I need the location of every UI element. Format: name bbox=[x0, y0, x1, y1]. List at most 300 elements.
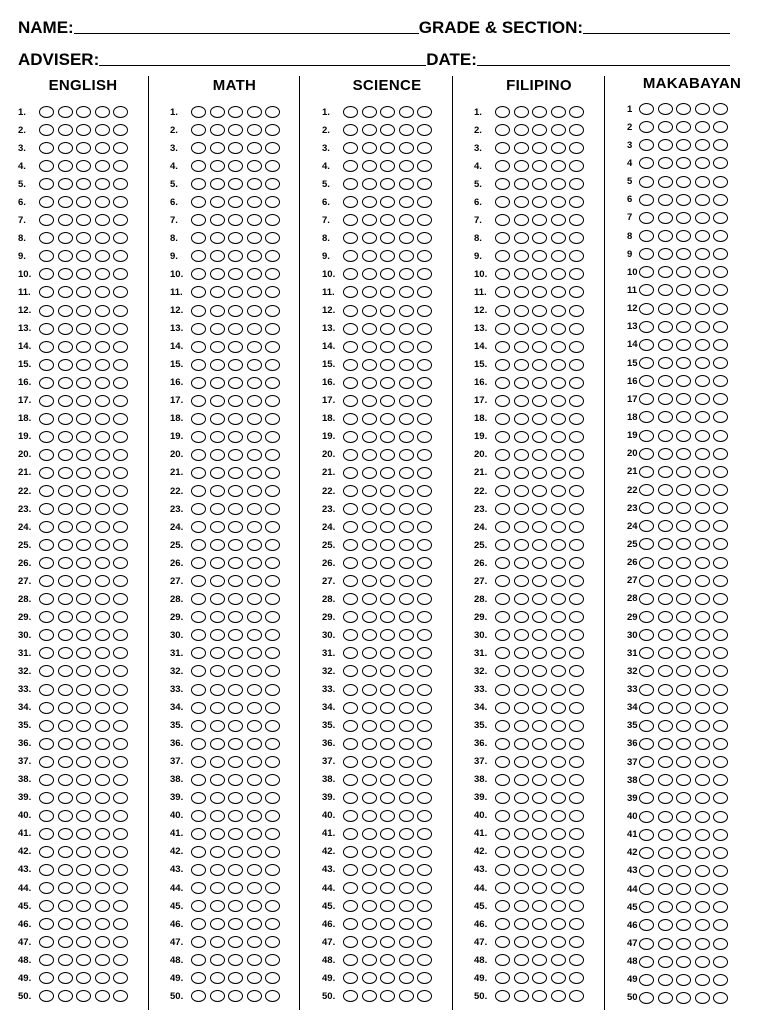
answer-bubble[interactable] bbox=[247, 738, 262, 750]
answer-bubble[interactable] bbox=[532, 214, 547, 226]
answer-bubble[interactable] bbox=[191, 828, 206, 840]
answer-bubble[interactable] bbox=[228, 846, 243, 858]
answer-bubble[interactable] bbox=[362, 467, 377, 479]
answer-bubble[interactable] bbox=[362, 232, 377, 244]
answer-bubble[interactable] bbox=[551, 810, 566, 822]
answer-bubble[interactable] bbox=[532, 106, 547, 118]
answer-bubble[interactable] bbox=[417, 684, 432, 696]
answer-bubble[interactable] bbox=[676, 484, 691, 496]
answer-bubble[interactable] bbox=[532, 846, 547, 858]
answer-bubble[interactable] bbox=[495, 611, 510, 623]
answer-bubble[interactable] bbox=[58, 305, 73, 317]
answer-bubble[interactable] bbox=[417, 124, 432, 136]
answer-bubble[interactable] bbox=[247, 629, 262, 641]
answer-bubble[interactable] bbox=[343, 810, 358, 822]
answer-bubble[interactable] bbox=[551, 142, 566, 154]
answer-bubble[interactable] bbox=[676, 974, 691, 986]
answer-bubble[interactable] bbox=[417, 323, 432, 335]
answer-bubble[interactable] bbox=[247, 828, 262, 840]
answer-bubble[interactable] bbox=[676, 121, 691, 133]
answer-bubble[interactable] bbox=[113, 214, 128, 226]
answer-bubble[interactable] bbox=[58, 341, 73, 353]
answer-bubble[interactable] bbox=[76, 774, 91, 786]
answer-bubble[interactable] bbox=[113, 882, 128, 894]
answer-bubble[interactable] bbox=[532, 684, 547, 696]
answer-bubble[interactable] bbox=[76, 954, 91, 966]
answer-bubble[interactable] bbox=[399, 593, 414, 605]
answer-bubble[interactable] bbox=[713, 629, 728, 641]
answer-bubble[interactable] bbox=[39, 990, 54, 1002]
answer-bubble[interactable] bbox=[343, 431, 358, 443]
answer-bubble[interactable] bbox=[265, 124, 280, 136]
answer-bubble[interactable] bbox=[380, 503, 395, 515]
answer-bubble[interactable] bbox=[247, 178, 262, 190]
answer-bubble[interactable] bbox=[676, 230, 691, 242]
answer-bubble[interactable] bbox=[362, 557, 377, 569]
answer-bubble[interactable] bbox=[113, 936, 128, 948]
answer-bubble[interactable] bbox=[713, 811, 728, 823]
answer-bubble[interactable] bbox=[95, 593, 110, 605]
answer-bubble[interactable] bbox=[265, 647, 280, 659]
answer-bubble[interactable] bbox=[210, 106, 225, 118]
answer-bubble[interactable] bbox=[39, 503, 54, 515]
answer-bubble[interactable] bbox=[532, 918, 547, 930]
answer-bubble[interactable] bbox=[569, 485, 584, 497]
answer-bubble[interactable] bbox=[247, 106, 262, 118]
answer-bubble[interactable] bbox=[713, 502, 728, 514]
answer-bubble[interactable] bbox=[228, 503, 243, 515]
answer-bubble[interactable] bbox=[247, 395, 262, 407]
answer-bubble[interactable] bbox=[417, 738, 432, 750]
answer-bubble[interactable] bbox=[532, 467, 547, 479]
answer-bubble[interactable] bbox=[380, 305, 395, 317]
answer-bubble[interactable] bbox=[399, 575, 414, 587]
answer-bubble[interactable] bbox=[695, 538, 710, 550]
answer-bubble[interactable] bbox=[569, 413, 584, 425]
answer-bubble[interactable] bbox=[228, 395, 243, 407]
answer-bubble[interactable] bbox=[210, 918, 225, 930]
answer-bubble[interactable] bbox=[343, 738, 358, 750]
answer-bubble[interactable] bbox=[95, 792, 110, 804]
answer-bubble[interactable] bbox=[639, 303, 654, 315]
answer-bubble[interactable] bbox=[532, 557, 547, 569]
answer-bubble[interactable] bbox=[569, 124, 584, 136]
answer-bubble[interactable] bbox=[639, 194, 654, 206]
answer-bubble[interactable] bbox=[514, 936, 529, 948]
answer-bubble[interactable] bbox=[362, 918, 377, 930]
answer-bubble[interactable] bbox=[228, 828, 243, 840]
answer-bubble[interactable] bbox=[399, 611, 414, 623]
answer-bubble[interactable] bbox=[639, 756, 654, 768]
answer-bubble[interactable] bbox=[639, 738, 654, 750]
answer-bubble[interactable] bbox=[569, 575, 584, 587]
answer-bubble[interactable] bbox=[569, 593, 584, 605]
answer-bubble[interactable] bbox=[228, 647, 243, 659]
answer-bubble[interactable] bbox=[569, 539, 584, 551]
answer-bubble[interactable] bbox=[713, 956, 728, 968]
answer-bubble[interactable] bbox=[113, 720, 128, 732]
answer-bubble[interactable] bbox=[380, 557, 395, 569]
answer-bubble[interactable] bbox=[228, 918, 243, 930]
answer-bubble[interactable] bbox=[713, 829, 728, 841]
answer-bubble[interactable] bbox=[639, 938, 654, 950]
answer-bubble[interactable] bbox=[265, 756, 280, 768]
answer-bubble[interactable] bbox=[58, 810, 73, 822]
answer-bubble[interactable] bbox=[113, 521, 128, 533]
answer-bubble[interactable] bbox=[343, 720, 358, 732]
answer-bubble[interactable] bbox=[495, 323, 510, 335]
answer-bubble[interactable] bbox=[210, 178, 225, 190]
answer-bubble[interactable] bbox=[695, 611, 710, 623]
answer-bubble[interactable] bbox=[265, 611, 280, 623]
answer-bubble[interactable] bbox=[639, 829, 654, 841]
answer-bubble[interactable] bbox=[676, 847, 691, 859]
answer-bubble[interactable] bbox=[639, 847, 654, 859]
answer-bubble[interactable] bbox=[39, 882, 54, 894]
answer-bubble[interactable] bbox=[95, 720, 110, 732]
answer-bubble[interactable] bbox=[695, 121, 710, 133]
answer-bubble[interactable] bbox=[713, 339, 728, 351]
answer-bubble[interactable] bbox=[495, 539, 510, 551]
answer-bubble[interactable] bbox=[399, 972, 414, 984]
answer-bubble[interactable] bbox=[343, 467, 358, 479]
answer-bubble[interactable] bbox=[713, 411, 728, 423]
answer-bubble[interactable] bbox=[39, 846, 54, 858]
answer-bubble[interactable] bbox=[265, 900, 280, 912]
answer-bubble[interactable] bbox=[210, 954, 225, 966]
answer-bubble[interactable] bbox=[532, 774, 547, 786]
answer-bubble[interactable] bbox=[551, 232, 566, 244]
answer-bubble[interactable] bbox=[569, 900, 584, 912]
answer-bubble[interactable] bbox=[658, 266, 673, 278]
answer-bubble[interactable] bbox=[343, 413, 358, 425]
answer-bubble[interactable] bbox=[514, 864, 529, 876]
answer-bubble[interactable] bbox=[76, 467, 91, 479]
answer-bubble[interactable] bbox=[658, 484, 673, 496]
answer-bubble[interactable] bbox=[39, 467, 54, 479]
answer-bubble[interactable] bbox=[676, 611, 691, 623]
answer-bubble[interactable] bbox=[532, 341, 547, 353]
answer-bubble[interactable] bbox=[113, 359, 128, 371]
answer-bubble[interactable] bbox=[514, 593, 529, 605]
answer-bubble[interactable] bbox=[191, 647, 206, 659]
answer-bubble[interactable] bbox=[76, 900, 91, 912]
answer-bubble[interactable] bbox=[343, 395, 358, 407]
answer-bubble[interactable] bbox=[514, 124, 529, 136]
answer-bubble[interactable] bbox=[343, 792, 358, 804]
answer-bubble[interactable] bbox=[495, 124, 510, 136]
answer-bubble[interactable] bbox=[417, 142, 432, 154]
answer-bubble[interactable] bbox=[191, 792, 206, 804]
answer-bubble[interactable] bbox=[514, 684, 529, 696]
answer-bubble[interactable] bbox=[417, 341, 432, 353]
answer-bubble[interactable] bbox=[76, 575, 91, 587]
answer-bubble[interactable] bbox=[191, 232, 206, 244]
answer-bubble[interactable] bbox=[495, 359, 510, 371]
answer-bubble[interactable] bbox=[514, 629, 529, 641]
answer-bubble[interactable] bbox=[695, 393, 710, 405]
answer-bubble[interactable] bbox=[399, 846, 414, 858]
answer-bubble[interactable] bbox=[343, 828, 358, 840]
answer-bubble[interactable] bbox=[247, 214, 262, 226]
answer-bubble[interactable] bbox=[713, 230, 728, 242]
answer-bubble[interactable] bbox=[39, 106, 54, 118]
answer-bubble[interactable] bbox=[399, 810, 414, 822]
answer-bubble[interactable] bbox=[380, 286, 395, 298]
answer-bubble[interactable] bbox=[569, 395, 584, 407]
answer-bubble[interactable] bbox=[713, 738, 728, 750]
answer-bubble[interactable] bbox=[113, 539, 128, 551]
answer-bubble[interactable] bbox=[676, 720, 691, 732]
answer-bubble[interactable] bbox=[676, 212, 691, 224]
answer-bubble[interactable] bbox=[639, 502, 654, 514]
answer-bubble[interactable] bbox=[417, 665, 432, 677]
answer-bubble[interactable] bbox=[639, 774, 654, 786]
answer-bubble[interactable] bbox=[569, 611, 584, 623]
answer-bubble[interactable] bbox=[39, 810, 54, 822]
answer-bubble[interactable] bbox=[247, 431, 262, 443]
answer-bubble[interactable] bbox=[247, 250, 262, 262]
answer-bubble[interactable] bbox=[247, 539, 262, 551]
answer-bubble[interactable] bbox=[399, 665, 414, 677]
answer-bubble[interactable] bbox=[191, 900, 206, 912]
answer-bubble[interactable] bbox=[514, 413, 529, 425]
answer-bubble[interactable] bbox=[532, 124, 547, 136]
answer-bubble[interactable] bbox=[639, 357, 654, 369]
answer-bubble[interactable] bbox=[695, 629, 710, 641]
answer-bubble[interactable] bbox=[713, 321, 728, 333]
answer-bubble[interactable] bbox=[399, 449, 414, 461]
answer-bubble[interactable] bbox=[676, 702, 691, 714]
answer-bubble[interactable] bbox=[551, 972, 566, 984]
answer-bubble[interactable] bbox=[362, 629, 377, 641]
answer-bubble[interactable] bbox=[247, 720, 262, 732]
answer-bubble[interactable] bbox=[191, 810, 206, 822]
answer-bubble[interactable] bbox=[39, 684, 54, 696]
answer-bubble[interactable] bbox=[658, 575, 673, 587]
answer-bubble[interactable] bbox=[210, 160, 225, 172]
answer-bubble[interactable] bbox=[58, 232, 73, 244]
answer-bubble[interactable] bbox=[228, 178, 243, 190]
answer-bubble[interactable] bbox=[676, 538, 691, 550]
answer-bubble[interactable] bbox=[417, 990, 432, 1002]
answer-bubble[interactable] bbox=[514, 395, 529, 407]
answer-bubble[interactable] bbox=[495, 954, 510, 966]
answer-bubble[interactable] bbox=[265, 485, 280, 497]
answer-bubble[interactable] bbox=[362, 106, 377, 118]
answer-bubble[interactable] bbox=[514, 503, 529, 515]
answer-bubble[interactable] bbox=[343, 124, 358, 136]
answer-bubble[interactable] bbox=[532, 142, 547, 154]
answer-bubble[interactable] bbox=[676, 992, 691, 1004]
answer-bubble[interactable] bbox=[265, 268, 280, 280]
answer-bubble[interactable] bbox=[228, 720, 243, 732]
answer-bubble[interactable] bbox=[639, 411, 654, 423]
answer-bubble[interactable] bbox=[228, 756, 243, 768]
answer-bubble[interactable] bbox=[265, 539, 280, 551]
answer-bubble[interactable] bbox=[210, 575, 225, 587]
answer-bubble[interactable] bbox=[76, 629, 91, 641]
answer-bubble[interactable] bbox=[380, 160, 395, 172]
answer-bubble[interactable] bbox=[113, 341, 128, 353]
answer-bubble[interactable] bbox=[113, 792, 128, 804]
answer-bubble[interactable] bbox=[639, 321, 654, 333]
answer-bubble[interactable] bbox=[343, 864, 358, 876]
answer-bubble[interactable] bbox=[514, 106, 529, 118]
answer-bubble[interactable] bbox=[417, 593, 432, 605]
answer-bubble[interactable] bbox=[362, 575, 377, 587]
answer-bubble[interactable] bbox=[76, 990, 91, 1002]
answer-bubble[interactable] bbox=[417, 846, 432, 858]
answer-bubble[interactable] bbox=[380, 990, 395, 1002]
answer-bubble[interactable] bbox=[265, 503, 280, 515]
answer-bubble[interactable] bbox=[639, 557, 654, 569]
answer-bubble[interactable] bbox=[695, 847, 710, 859]
grade-section-field[interactable] bbox=[583, 15, 730, 34]
answer-bubble[interactable] bbox=[495, 431, 510, 443]
answer-bubble[interactable] bbox=[191, 268, 206, 280]
answer-bubble[interactable] bbox=[676, 502, 691, 514]
answer-bubble[interactable] bbox=[380, 792, 395, 804]
answer-bubble[interactable] bbox=[495, 250, 510, 262]
answer-bubble[interactable] bbox=[713, 157, 728, 169]
answer-bubble[interactable] bbox=[569, 160, 584, 172]
answer-bubble[interactable] bbox=[417, 268, 432, 280]
answer-bubble[interactable] bbox=[695, 520, 710, 532]
answer-bubble[interactable] bbox=[210, 503, 225, 515]
answer-bubble[interactable] bbox=[265, 323, 280, 335]
answer-bubble[interactable] bbox=[343, 665, 358, 677]
answer-bubble[interactable] bbox=[113, 774, 128, 786]
answer-bubble[interactable] bbox=[551, 503, 566, 515]
answer-bubble[interactable] bbox=[551, 160, 566, 172]
answer-bubble[interactable] bbox=[532, 954, 547, 966]
answer-bubble[interactable] bbox=[495, 918, 510, 930]
answer-bubble[interactable] bbox=[210, 539, 225, 551]
answer-bubble[interactable] bbox=[58, 918, 73, 930]
answer-bubble[interactable] bbox=[713, 430, 728, 442]
answer-bubble[interactable] bbox=[399, 503, 414, 515]
answer-bubble[interactable] bbox=[210, 250, 225, 262]
answer-bubble[interactable] bbox=[113, 503, 128, 515]
date-field[interactable] bbox=[477, 47, 730, 66]
answer-bubble[interactable] bbox=[76, 647, 91, 659]
answer-bubble[interactable] bbox=[95, 341, 110, 353]
answer-bubble[interactable] bbox=[639, 139, 654, 151]
answer-bubble[interactable] bbox=[39, 359, 54, 371]
answer-bubble[interactable] bbox=[639, 883, 654, 895]
answer-bubble[interactable] bbox=[380, 250, 395, 262]
answer-bubble[interactable] bbox=[58, 431, 73, 443]
answer-bubble[interactable] bbox=[514, 828, 529, 840]
answer-bubble[interactable] bbox=[210, 142, 225, 154]
answer-bubble[interactable] bbox=[495, 395, 510, 407]
answer-bubble[interactable] bbox=[695, 103, 710, 115]
answer-bubble[interactable] bbox=[676, 575, 691, 587]
answer-bubble[interactable] bbox=[380, 846, 395, 858]
answer-bubble[interactable] bbox=[676, 103, 691, 115]
answer-bubble[interactable] bbox=[676, 430, 691, 442]
answer-bubble[interactable] bbox=[191, 286, 206, 298]
answer-bubble[interactable] bbox=[495, 575, 510, 587]
answer-bubble[interactable] bbox=[58, 684, 73, 696]
answer-bubble[interactable] bbox=[695, 357, 710, 369]
answer-bubble[interactable] bbox=[362, 665, 377, 677]
answer-bubble[interactable] bbox=[343, 250, 358, 262]
answer-bubble[interactable] bbox=[58, 323, 73, 335]
answer-bubble[interactable] bbox=[514, 178, 529, 190]
answer-bubble[interactable] bbox=[495, 846, 510, 858]
answer-bubble[interactable] bbox=[417, 196, 432, 208]
answer-bubble[interactable] bbox=[713, 266, 728, 278]
answer-bubble[interactable] bbox=[113, 377, 128, 389]
answer-bubble[interactable] bbox=[265, 178, 280, 190]
answer-bubble[interactable] bbox=[76, 792, 91, 804]
answer-bubble[interactable] bbox=[39, 341, 54, 353]
answer-bubble[interactable] bbox=[695, 575, 710, 587]
answer-bubble[interactable] bbox=[569, 268, 584, 280]
answer-bubble[interactable] bbox=[514, 286, 529, 298]
answer-bubble[interactable] bbox=[76, 286, 91, 298]
answer-bubble[interactable] bbox=[417, 900, 432, 912]
answer-bubble[interactable] bbox=[532, 539, 547, 551]
answer-bubble[interactable] bbox=[247, 286, 262, 298]
answer-bubble[interactable] bbox=[191, 341, 206, 353]
answer-bubble[interactable] bbox=[495, 286, 510, 298]
answer-bubble[interactable] bbox=[551, 738, 566, 750]
answer-bubble[interactable] bbox=[247, 467, 262, 479]
answer-bubble[interactable] bbox=[676, 883, 691, 895]
answer-bubble[interactable] bbox=[551, 684, 566, 696]
answer-bubble[interactable] bbox=[417, 918, 432, 930]
answer-bubble[interactable] bbox=[380, 593, 395, 605]
answer-bubble[interactable] bbox=[495, 738, 510, 750]
answer-bubble[interactable] bbox=[658, 792, 673, 804]
answer-bubble[interactable] bbox=[247, 142, 262, 154]
answer-bubble[interactable] bbox=[495, 774, 510, 786]
answer-bubble[interactable] bbox=[247, 611, 262, 623]
answer-bubble[interactable] bbox=[58, 196, 73, 208]
answer-bubble[interactable] bbox=[58, 990, 73, 1002]
answer-bubble[interactable] bbox=[399, 647, 414, 659]
answer-bubble[interactable] bbox=[569, 702, 584, 714]
answer-bubble[interactable] bbox=[247, 774, 262, 786]
answer-bubble[interactable] bbox=[113, 106, 128, 118]
answer-bubble[interactable] bbox=[569, 196, 584, 208]
answer-bubble[interactable] bbox=[658, 992, 673, 1004]
answer-bubble[interactable] bbox=[39, 286, 54, 298]
answer-bubble[interactable] bbox=[417, 467, 432, 479]
answer-bubble[interactable] bbox=[113, 954, 128, 966]
answer-bubble[interactable] bbox=[76, 882, 91, 894]
answer-bubble[interactable] bbox=[676, 357, 691, 369]
answer-bubble[interactable] bbox=[417, 756, 432, 768]
answer-bubble[interactable] bbox=[514, 521, 529, 533]
answer-bubble[interactable] bbox=[658, 375, 673, 387]
answer-bubble[interactable] bbox=[551, 846, 566, 858]
answer-bubble[interactable] bbox=[113, 738, 128, 750]
answer-bubble[interactable] bbox=[76, 178, 91, 190]
answer-bubble[interactable] bbox=[191, 142, 206, 154]
answer-bubble[interactable] bbox=[95, 954, 110, 966]
answer-bubble[interactable] bbox=[676, 339, 691, 351]
answer-bubble[interactable] bbox=[713, 611, 728, 623]
answer-bubble[interactable] bbox=[658, 956, 673, 968]
answer-bubble[interactable] bbox=[514, 972, 529, 984]
answer-bubble[interactable] bbox=[380, 882, 395, 894]
answer-bubble[interactable] bbox=[676, 176, 691, 188]
answer-bubble[interactable] bbox=[39, 214, 54, 226]
